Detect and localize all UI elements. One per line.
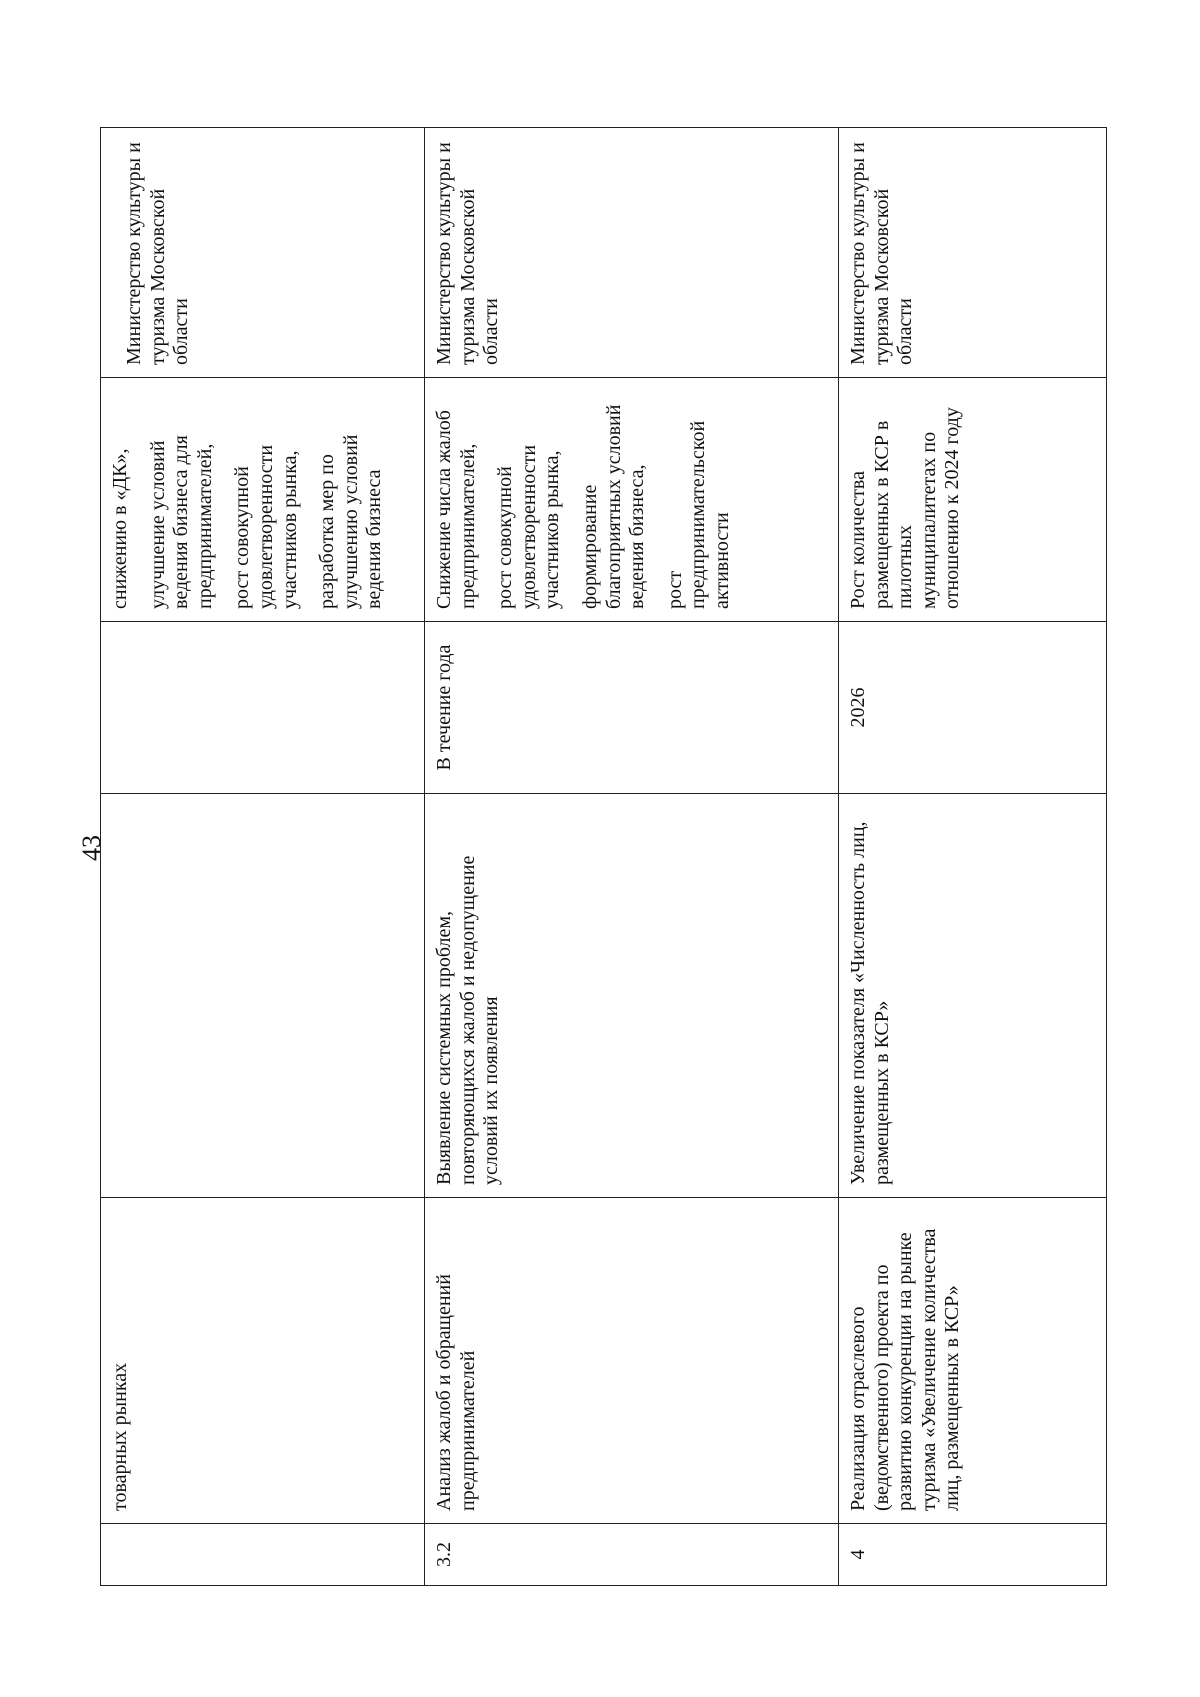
responsible-cell: Министерство культуры и туризма Московской области: [101, 128, 425, 378]
row-number-cell: 3.2: [425, 1524, 839, 1586]
rotated-table-container: [100, 128, 1106, 1586]
result-item: снижению в «ДК»,: [109, 448, 131, 609]
table-row: [425, 128, 839, 1586]
page-number: 43: [77, 835, 106, 861]
goal-cell: Выявление системных проблем, повторяющихся жалоб и недопущение условий их появления: [425, 794, 839, 1198]
row-number-cell: 4: [839, 1524, 1107, 1586]
table-row: [839, 128, 1107, 1586]
result-item: рост совокупной удовлетворенности участников рынка,: [494, 444, 564, 609]
event-cell: товарных рынках: [101, 1198, 425, 1524]
deadline-cell: 2026: [839, 622, 1107, 794]
results-cell: [425, 378, 839, 622]
deadline-cell: [101, 622, 425, 794]
row-number-cell: [101, 1524, 425, 1586]
goal-cell: [101, 794, 425, 1198]
goal-cell: Увеличение показателя «Численность лиц, размещенных в КСР»: [839, 794, 1107, 1198]
results-cell: [101, 378, 425, 622]
result-item: формирование благоприятных условий ведения бизнеса,: [578, 404, 649, 609]
table-row: [101, 128, 425, 1586]
measures-table: [100, 127, 1107, 1586]
result-item: рост совокупной удовлетворенности участников рынка,: [231, 444, 301, 609]
result-item: улучшение условий ведения бизнеса для предпринимателей,: [146, 435, 216, 609]
result-item: рост предпринимательской активности: [663, 420, 733, 609]
event-cell: Реализация отраслевого (ведомственного) проекта по развитию конкуренции на рынке туризма «Увеличение количества лиц, размещенных в КСР»: [839, 1198, 1107, 1524]
results-cell: [839, 378, 1107, 622]
responsible-cell: Министерство культуры и туризма Московской области: [425, 128, 839, 378]
result-item: Рост количества размещенных в КСР в пилотных муниципалитетах по отношению к 2024 году: [847, 407, 964, 609]
result-item: Снижение числа жалоб предпринимателей,: [433, 410, 479, 609]
deadline-cell: В течение года: [425, 622, 839, 794]
responsible-cell: Министерство культуры и туризма Московской области: [839, 128, 1107, 378]
result-item: разработка мер по улучшению условий ведения бизнеса: [316, 434, 386, 609]
event-cell: Анализ жалоб и обращений предпринимателей: [425, 1198, 839, 1524]
